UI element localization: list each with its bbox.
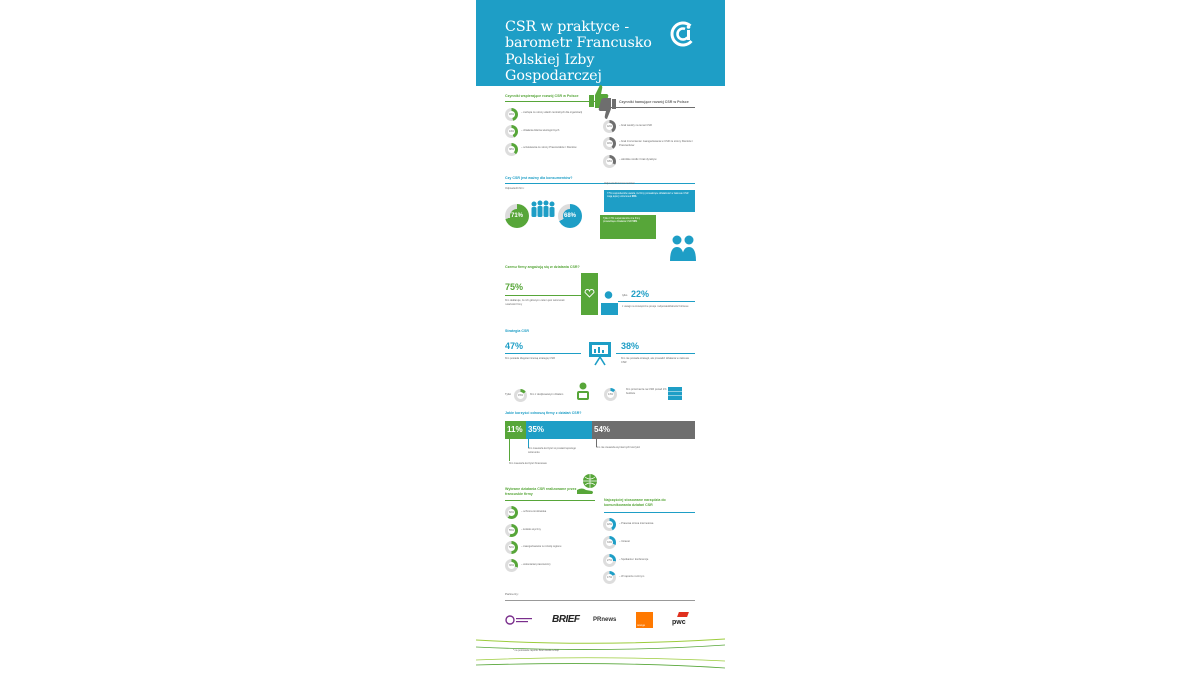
presentation-board-icon: [587, 340, 613, 366]
engagement-pct-right: 22%: [631, 289, 650, 299]
strategy-pct-left: 47%: [505, 341, 524, 351]
partners-label: Partnerzy:: [505, 592, 519, 596]
engagement-pct-prefix: tylko: [622, 294, 628, 297]
strategy-title: Strategia CSR: [505, 329, 529, 333]
strategy-text-small: firm z dedykowanym działem: [530, 393, 564, 396]
strategy-divider-left: [505, 353, 581, 354]
consumers-donut-b: [558, 204, 582, 228]
partners-divider: [505, 600, 695, 601]
bubble-blue-pct: 68%: [631, 195, 637, 199]
activities-donut-4: [505, 559, 518, 572]
drivers-text-2: – działania liderów ekologicznych: [521, 129, 560, 132]
people-group-icon: [530, 200, 556, 218]
strategy-donut-small: [514, 389, 527, 402]
drivers-pct-3: 38%: [508, 148, 514, 151]
bubble-blue-text: 77% respondentów uważa, że firmy prowadzące działalność w zakresie CSR mają lepszy wizerunek: [607, 192, 689, 199]
coins-icon: [604, 290, 613, 300]
globe-hand-icon: [576, 472, 600, 496]
activities-donut-3: [505, 541, 518, 554]
drivers-pct-1: 46%: [508, 113, 514, 116]
activities-divider: [505, 500, 595, 501]
heart-hand-icon: [584, 288, 595, 299]
benefits-text-3: firm nie zauważa wymiernych korzyści: [596, 446, 640, 449]
money-stack-icon: [667, 386, 683, 400]
strategy-only-label: Tylko: [505, 393, 512, 396]
benefits-pointer-1: [509, 439, 510, 461]
footnote: * na podstawie raportu Brief Media Group: [513, 649, 559, 652]
activities-title: Wybrane działania CSR realizowane przez francuskie firmy: [505, 487, 577, 496]
drivers-text-3: – oczekiwania ze strony Pracowników / Klientów: [521, 146, 577, 149]
activities-text-2: – kodeks etyczny: [521, 528, 541, 531]
communication-pct-1: 42%: [606, 523, 612, 526]
bubble-green-text: Tylko 17% respondentów zna firmy prowadzące działania CSR: [603, 217, 641, 224]
communication-pct-2: 31%: [606, 541, 612, 544]
communication-donut-1: [603, 518, 616, 531]
page-title: [505, 19, 690, 84]
activities-pct-4: 30%: [508, 564, 514, 567]
consumers-pct-b: 68%: [563, 209, 577, 223]
consumers-pct-a: 71%: [510, 209, 524, 223]
benefits-text-1: firm zauważa korzyści finansowe: [509, 462, 547, 465]
communication-donut-4: [603, 571, 616, 584]
pwc-mark: [677, 612, 689, 617]
engagement-divider-right: [618, 301, 695, 302]
strategy-divider-right: [616, 353, 695, 354]
strategy-pct-small2: 13%: [607, 393, 613, 396]
strategy-text-small2: firm przeznacza na CSR ponad 1% budżetu: [626, 388, 667, 395]
activities-donut-1: [505, 506, 518, 519]
pwc-logo: [672, 612, 692, 629]
barriers-text-2: – brak zrozumienia i zaangażowania w CSR ze strony Klientów / Pracowników: [619, 140, 693, 147]
ccifp-partner-logo: [505, 614, 533, 626]
employee-icon: [576, 382, 590, 400]
barriers-donut-1: [603, 120, 616, 133]
consumers-left-label: Odpowiedzi firm:: [505, 187, 525, 190]
engagement-title: Czemu firmy angażują się w działania CSR?: [505, 265, 580, 269]
benefits-text-2: firm zauważa korzyści w postaci lepszego wizerunku: [528, 447, 577, 454]
drivers-title: Czynniki wspierające rozwój CSR w Polsce: [505, 94, 579, 98]
pwc-logo-text: pwc: [672, 619, 686, 626]
engagement-text-left: firm deklaruje, że ich głównym celem jest wizerunek i wartości firmy: [505, 299, 565, 306]
title-line-2: barometr Francusko: [505, 35, 652, 52]
drivers-donut-1: [505, 108, 518, 121]
barriers-pct-1: 42%: [606, 125, 612, 128]
drivers-donut-2: [505, 125, 518, 138]
drivers-donut-3: [505, 143, 518, 156]
strategy-text-right: firm nie posiada strategii, ale prowadzi działania w zakresie CSR: [621, 357, 690, 364]
engagement-divider-left: [505, 295, 581, 296]
orange-logo: [636, 612, 653, 628]
activities-pct-1: 60%: [508, 511, 514, 514]
consumers-donut-a: [505, 204, 529, 228]
benefits-seg-2: 35%: [526, 421, 592, 439]
drivers-divider: [505, 101, 600, 102]
cci-logo: [670, 21, 696, 47]
barriers-pct-3: 33%: [606, 160, 612, 163]
barriers-text-1: – brak wiedzy na temat CSR: [619, 124, 652, 127]
activities-text-1: – ochrona środowiska: [521, 510, 547, 513]
drivers-text-1: – zachęta ze strony władz centralnych dla organizacji: [521, 111, 583, 114]
title-line-1: CSR w praktyce -: [505, 19, 630, 35]
bubble-green-pct: 56%: [632, 220, 638, 224]
drivers-pct-2: 44%: [508, 130, 514, 133]
thumbs-down-icon: [598, 97, 618, 121]
activities-text-4: – wolontariat pracowniczy: [521, 563, 551, 566]
communication-text-4: – W raporcie rocznym: [619, 575, 645, 578]
barriers-donut-3: [603, 155, 616, 168]
communication-text-3: – Spotkania / konferencje: [619, 558, 649, 561]
communication-text-1: – Prasowa strona internetowa: [619, 522, 654, 525]
strategy-pct-small: 15%: [517, 394, 523, 397]
consumers-divider: [505, 183, 695, 184]
prnews-logo: PRnews: [593, 617, 617, 623]
infographic: [476, 0, 725, 675]
communication-title: Najczęściej stosowane narzędzia do komunikowania działań CSR: [604, 498, 666, 507]
consumers-people-icon: [670, 233, 697, 263]
footer-waves: [476, 635, 725, 675]
communication-text-2: – Intranet: [619, 540, 630, 543]
barriers-text-3: – wkrótkie środki / brak dyrektyw: [619, 158, 657, 161]
engagement-pct-left: 75%: [505, 282, 524, 292]
strategy-text-left: firm posiada długoterminową strategię CSR: [505, 357, 556, 360]
barriers-divider: [606, 107, 695, 108]
benefits-title: Jakie korzyści odnoszą firmy z działań CSR?: [505, 411, 582, 415]
benefits-seg-1: 11%: [505, 421, 526, 439]
strategy-donut-small2: [604, 388, 617, 401]
consumers-right-label: Odpowiedzi konsumentów:: [604, 182, 635, 185]
communication-donut-2: [603, 536, 616, 549]
barriers-pct-2: 40%: [606, 142, 612, 145]
barriers-donut-2: [603, 137, 616, 150]
consumers-title: Czy CSR jest ważny dla konsumentów?: [505, 176, 573, 180]
barriers-title: Czynniki hamujące rozwój CSR w Polsce: [619, 100, 689, 104]
activities-pct-2: 55%: [508, 529, 514, 532]
title-line-3: Polskiej Izby Gospodarczej: [505, 51, 602, 84]
activities-text-3: – zaangażowanie w rozwój regionu: [521, 545, 562, 548]
engagement-bar-small: [601, 303, 618, 315]
benefits-seg-3: 54%: [592, 421, 695, 439]
communication-pct-4: 17%: [606, 576, 612, 579]
orange-logo-text: orange: [637, 624, 646, 627]
brief-logo: BRIEF: [552, 614, 580, 625]
strategy-pct-right: 38%: [621, 341, 640, 351]
communication-donut-3: [603, 554, 616, 567]
activities-pct-3: 50%: [508, 546, 514, 549]
consumers-bubble-green: [600, 215, 656, 239]
activities-donut-2: [505, 524, 518, 537]
communication-divider: [604, 512, 695, 513]
communication-pct-3: 27%: [606, 559, 612, 562]
engagement-text-right: z uwagi na zewnętrzne presje i odpowiedzialność biznesu: [622, 305, 689, 308]
consumers-bubble-blue: [604, 190, 695, 212]
